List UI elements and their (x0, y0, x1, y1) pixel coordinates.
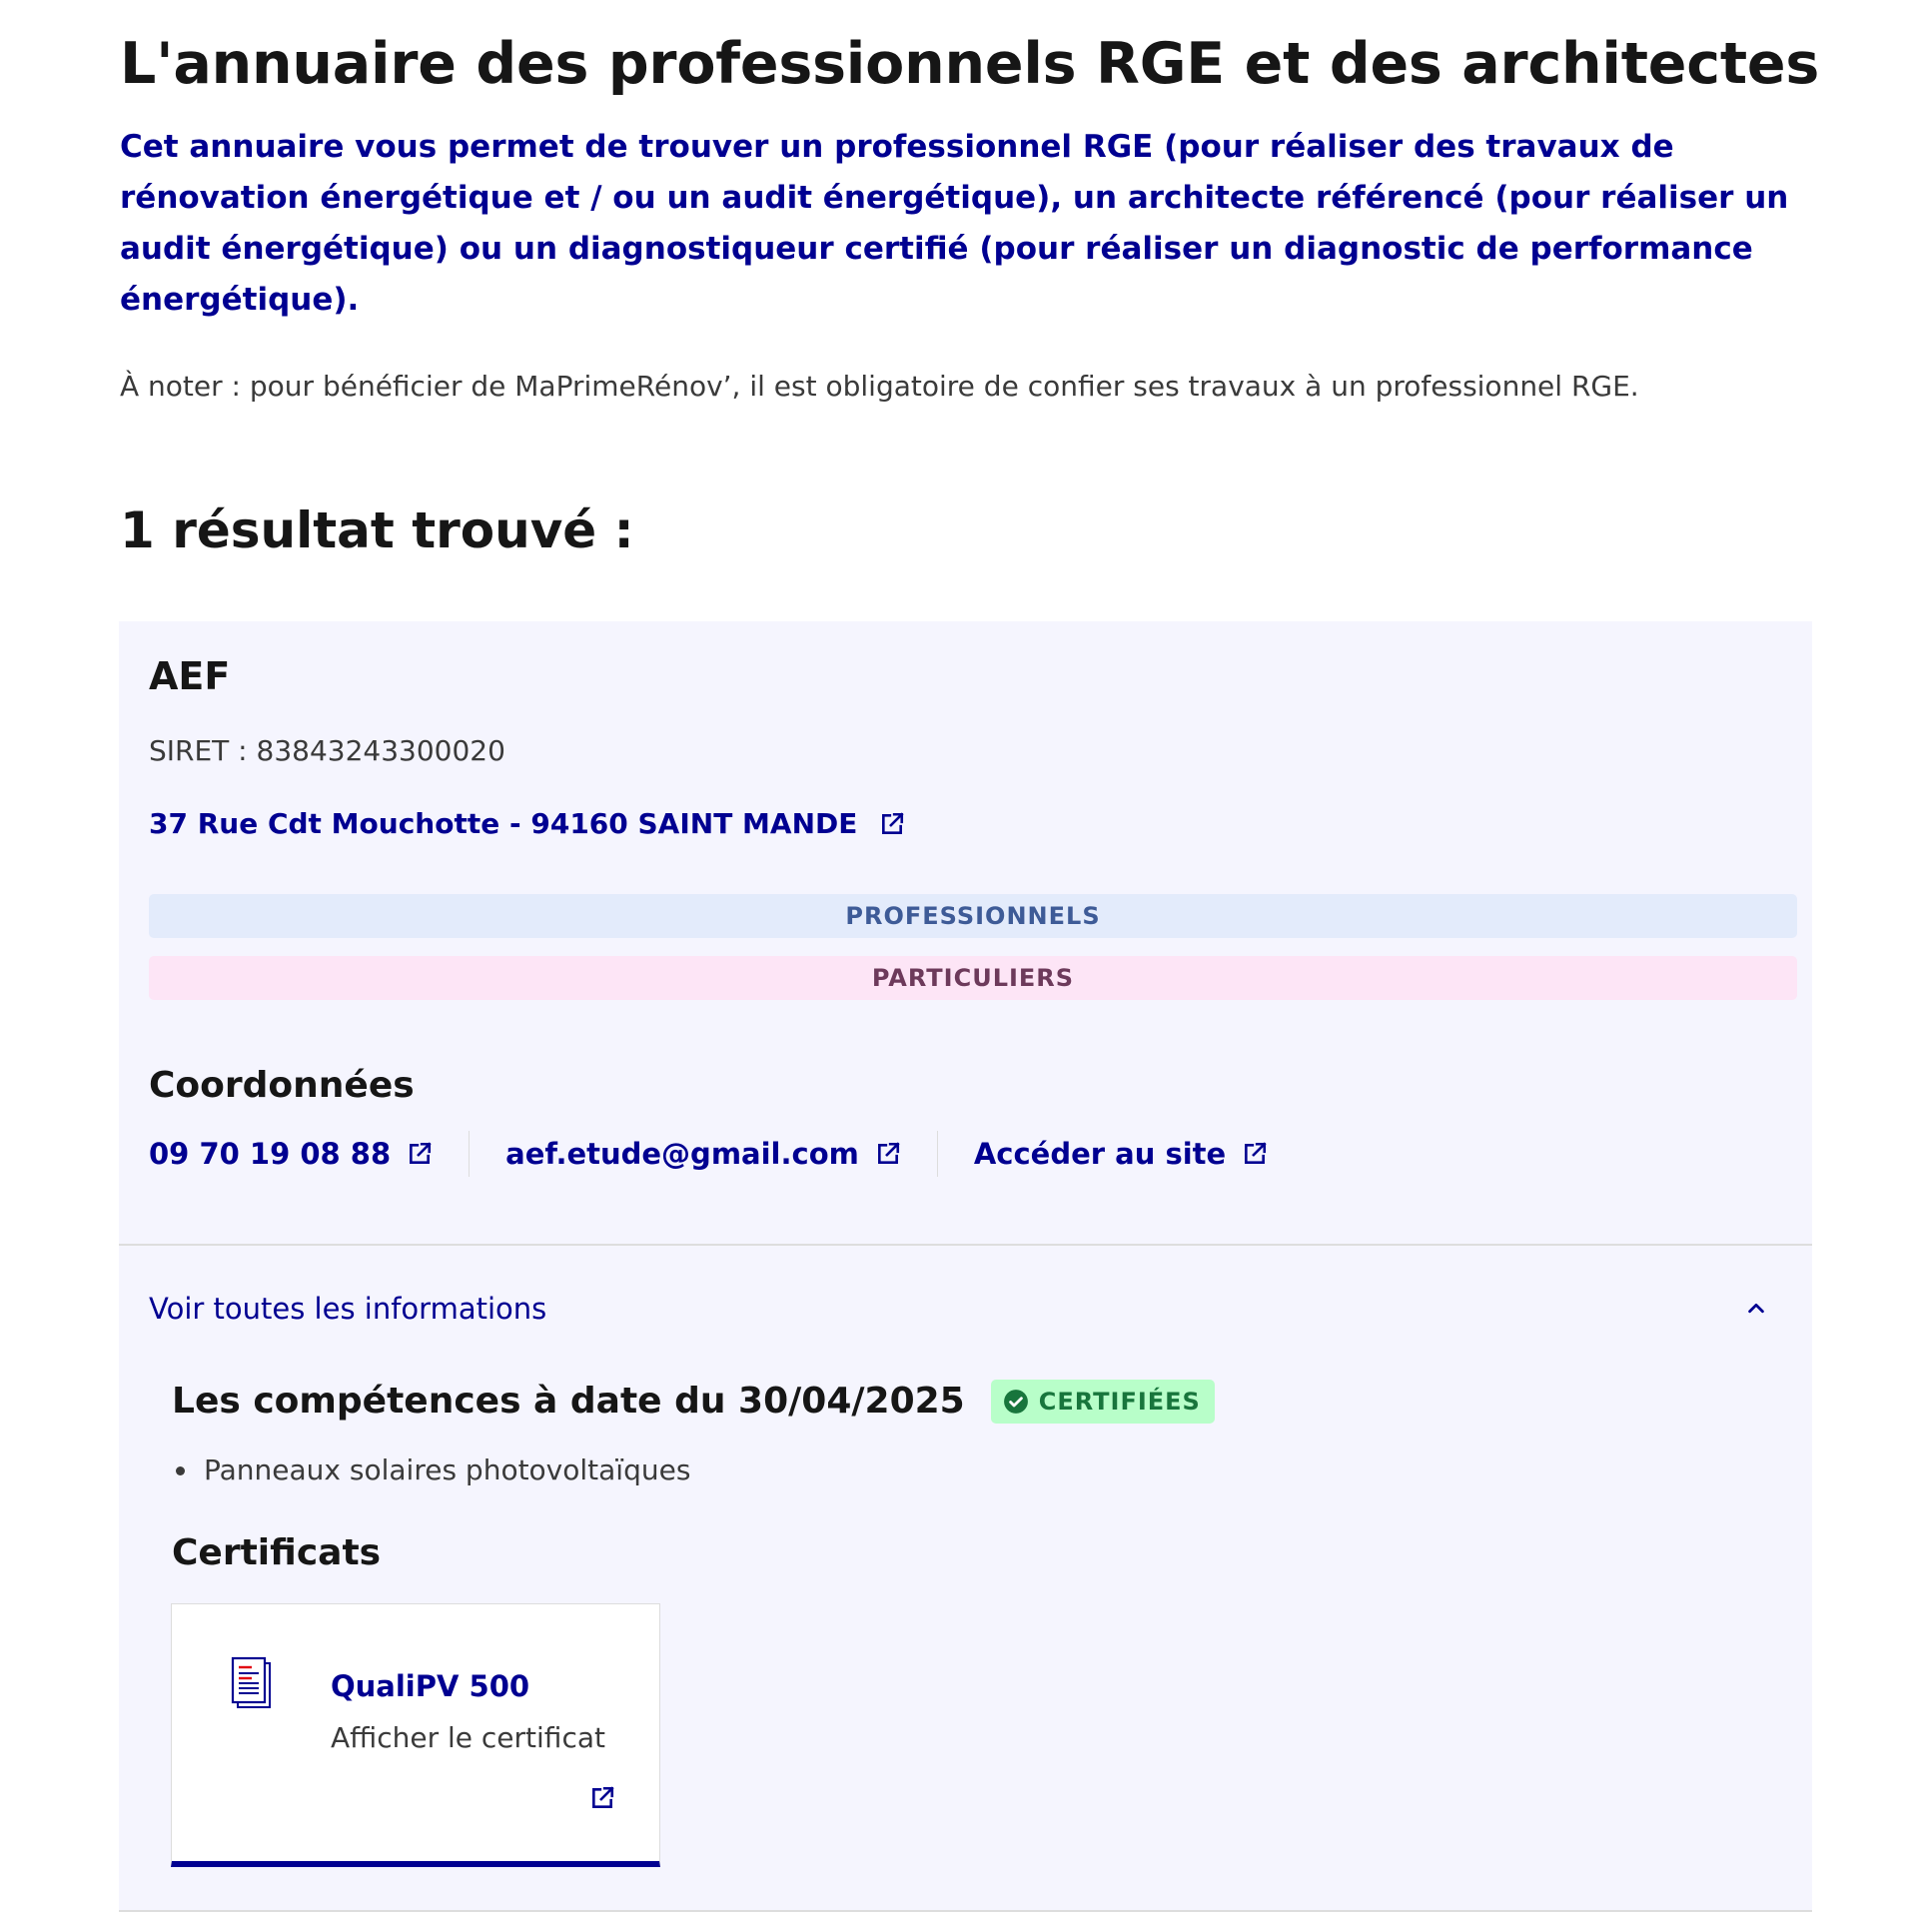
audience-tag-particuliers: PARTICULIERS (149, 956, 1797, 1000)
contact-separator (937, 1131, 938, 1177)
external-link-icon (589, 1785, 615, 1811)
document-icon (230, 1656, 274, 1712)
accordion-divider (119, 1244, 1812, 1246)
badge-label: CERTIFIÉES (1038, 1388, 1201, 1416)
competences-title: Les compétences à date du 30/04/2025 (172, 1381, 965, 1422)
certificate-name: QualiPV 500 (331, 1669, 530, 1703)
email-text: aef.etude@gmail.com (505, 1137, 859, 1171)
siret: SIRET : 83843243300020 (149, 734, 505, 767)
audience-tag-professionnels: PROFESSIONNELS (149, 894, 1797, 938)
lead-paragraph: Cet annuaire vous permet de trouver un professionnel RGE (pour réaliser des travaux de rénovation énergétique et / ou un audit énergétique), un architecte référencé (pour réaliser un audit énergétique) ou un diagnostiqueur certifié (pour réaliser un diagnostic de performance énergétique). (120, 129, 1789, 318)
contact-links (149, 1131, 1268, 1177)
phone-text: 09 70 19 08 88 (149, 1137, 392, 1171)
website-text: Accéder au site (973, 1137, 1227, 1171)
certificate-action: Afficher le certificat (331, 1721, 605, 1754)
contact-separator (469, 1131, 470, 1177)
page-title: L'annuaire des professionnels RGE et des architectes (120, 31, 1820, 97)
address-text: 37 Rue Cdt Mouchotte - 94160 SAINT MANDE (149, 807, 858, 840)
certificates-title: Certificats (172, 1532, 382, 1573)
email-link[interactable] (505, 1134, 901, 1174)
contact-section-title: Coordonnées (149, 1065, 415, 1106)
website-link[interactable] (974, 1134, 1268, 1174)
competences-header (172, 1377, 1215, 1427)
certified-badge (991, 1380, 1215, 1424)
external-link-icon (875, 1141, 901, 1167)
competences-list (162, 1450, 690, 1490)
check-circle-icon (1003, 1389, 1029, 1415)
address-link[interactable] (149, 804, 905, 844)
chevron-up-icon (1745, 1298, 1767, 1320)
company-name: AEF (149, 654, 231, 698)
maprimerenov-note: À noter : pour bénéficier de MaPrimeRénov’, il est obligatoire de confier ses travaux à un professionnel RGE. (120, 370, 1639, 403)
external-link-icon (879, 811, 905, 837)
results-count: 1 résultat trouvé : (120, 501, 634, 559)
list-item: • Panneaux solaires photovoltaïques (200, 1450, 690, 1490)
accordion-toggle[interactable] (149, 1286, 1787, 1332)
external-link-icon (1242, 1141, 1268, 1167)
external-link-icon (407, 1141, 433, 1167)
result-card (119, 621, 1812, 1912)
certificate-tile[interactable] (171, 1603, 660, 1867)
phone-link[interactable] (149, 1134, 433, 1174)
accordion-label: Voir toutes les informations (149, 1292, 547, 1326)
